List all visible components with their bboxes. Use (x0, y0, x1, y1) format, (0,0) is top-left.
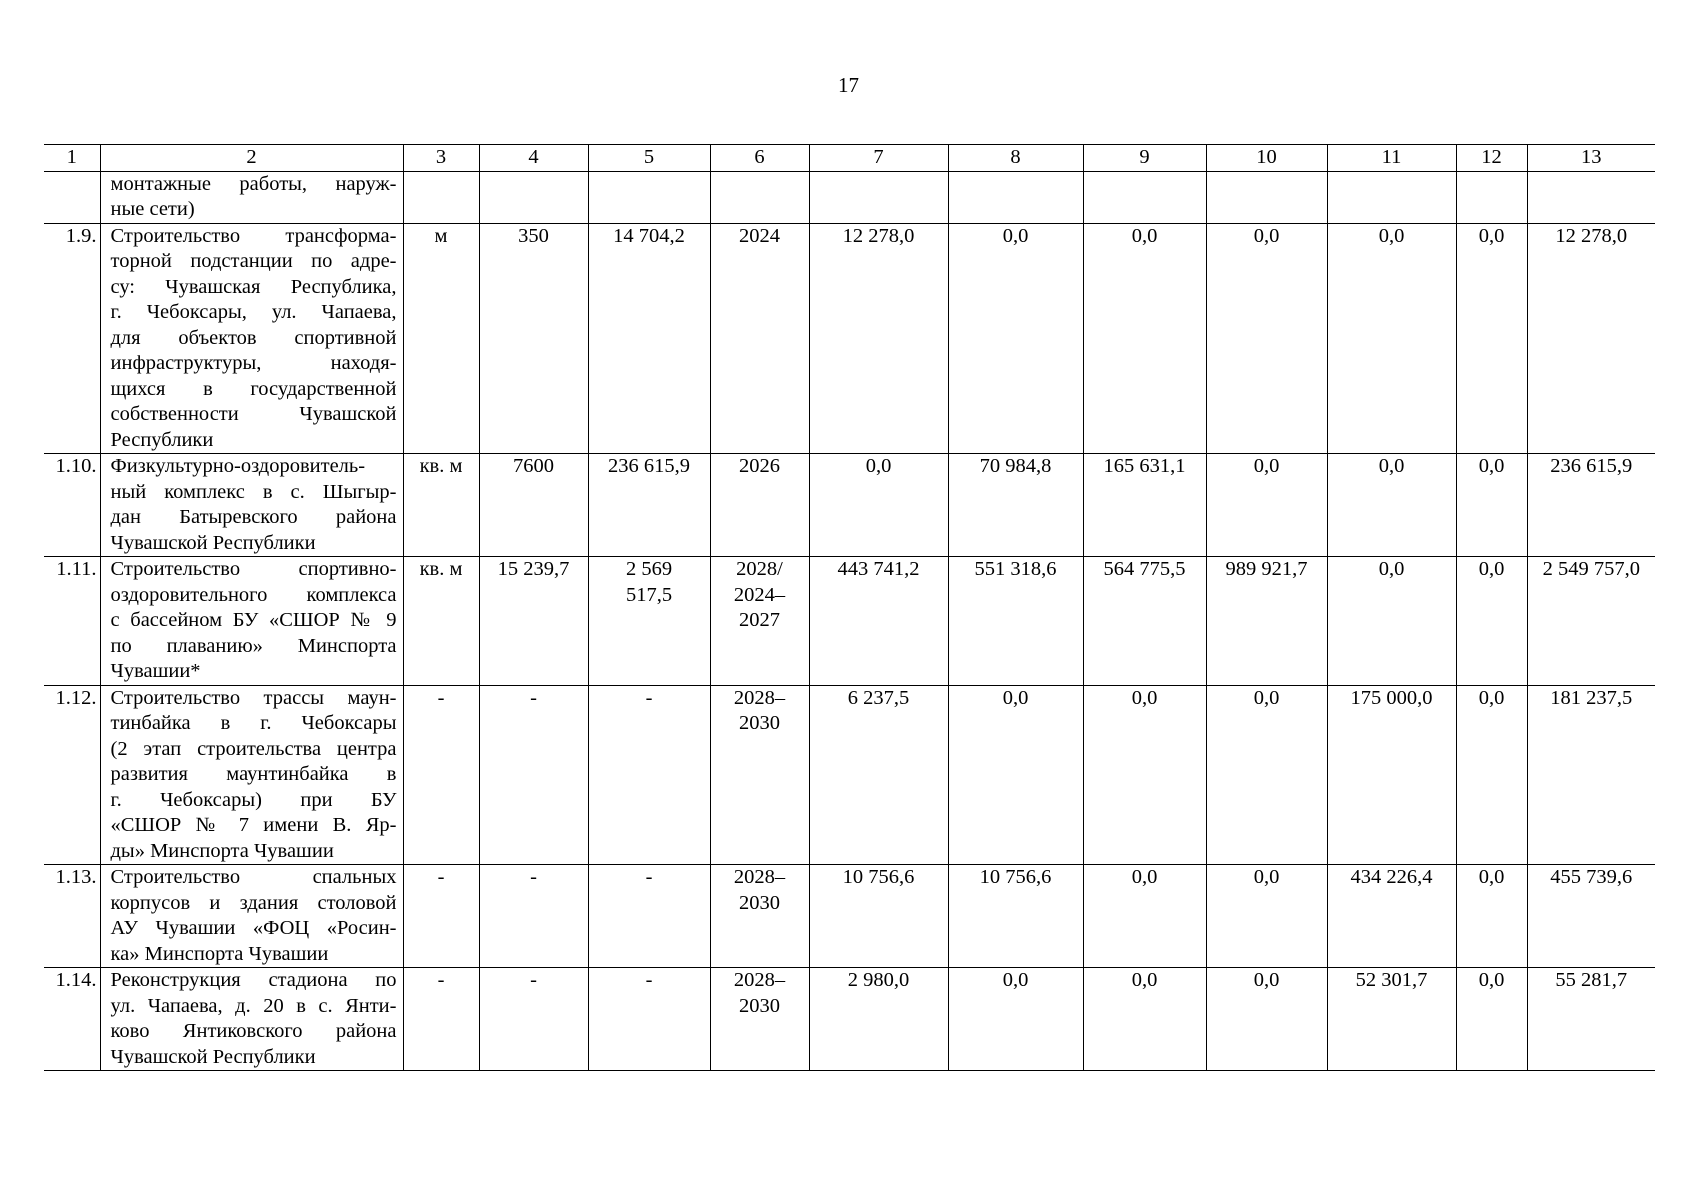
period-cell: 2026 (710, 454, 809, 557)
row-number: 1.13. (44, 865, 100, 968)
total-cell: 12 278,0 (1527, 223, 1655, 454)
table-row (44, 454, 1655, 557)
total-cell: 455 739,6 (1527, 865, 1655, 968)
capacity-cell: - (479, 685, 588, 865)
object-name (100, 223, 403, 454)
unit-cell: - (403, 968, 479, 1071)
value-cell: 0,0 (1327, 454, 1456, 557)
value-cell: 0,0 (1456, 223, 1527, 454)
object-name-line: Чувашской Республики (110, 531, 316, 554)
column-number: 6 (710, 145, 809, 172)
object-name-line: су: Чувашская Республика, (110, 275, 397, 298)
estimated-cost-cell (588, 171, 710, 223)
object-name (100, 454, 403, 557)
object-name-line: тинбайка в г. Чебоксары (110, 712, 397, 734)
total-cell: 2 549 757,0 (1527, 557, 1655, 686)
value-cell (1327, 171, 1456, 223)
object-name-line: ково Янтиковского района (110, 1020, 397, 1042)
value-cell: 165 631,1 (1083, 454, 1206, 557)
period-line: 2030 (739, 891, 780, 914)
capacity-cell: 350 (479, 223, 588, 454)
object-name-line: Физкультурно-оздоровитель- (110, 455, 366, 477)
value-cell: 0,0 (1456, 557, 1527, 686)
object-name-line: (2 этап строительства центра (110, 737, 397, 760)
table-row (44, 685, 1655, 865)
value-cell: 0,0 (948, 223, 1083, 454)
object-name-line: щихся в государственной (110, 377, 397, 400)
value-cell: 0,0 (1456, 454, 1527, 557)
estimated-cost-cell: - (588, 968, 710, 1071)
column-number: 13 (1527, 145, 1655, 172)
value-cell: 10 756,6 (948, 865, 1083, 968)
object-name-line: г. Чебоксары) при БУ (110, 788, 397, 811)
value-cell (1083, 171, 1206, 223)
column-number: 1 (44, 145, 100, 172)
table-row (44, 557, 1655, 686)
value-cell: 0,0 (1083, 865, 1206, 968)
period-line: 2028/ (736, 558, 783, 580)
column-number: 2 (100, 145, 403, 172)
object-name (100, 557, 403, 686)
column-number: 11 (1327, 145, 1456, 172)
row-number: 1.10. (44, 454, 100, 557)
value-cell: 0,0 (1206, 865, 1327, 968)
column-number: 9 (1083, 145, 1206, 172)
object-name-line: Строительство трассы маун- (110, 686, 397, 709)
value-cell: 10 756,6 (809, 865, 948, 968)
object-name-line: Строительство спортивно- (110, 558, 397, 580)
total-cell: 55 281,7 (1527, 968, 1655, 1071)
row-number: 1.12. (44, 685, 100, 865)
value-cell: 70 984,8 (948, 454, 1083, 557)
object-name-line: оздоровительного комплекса (110, 583, 397, 606)
value-cell: 12 278,0 (809, 223, 948, 454)
object-name-line: собственности Чувашской (110, 403, 397, 425)
object-name-line: инфраструктуры, находя- (110, 352, 397, 374)
value-cell: 2 980,0 (809, 968, 948, 1071)
object-name-line: развития маунтинбайка в (110, 763, 397, 785)
period-line: 2030 (739, 994, 780, 1017)
period-line: 2028– (733, 686, 786, 709)
value-cell: 0,0 (1206, 685, 1327, 865)
object-name-line: торной подстанции по адре- (110, 250, 397, 272)
period-cell (710, 865, 809, 968)
period-cell (710, 171, 809, 223)
total-cell: 181 237,5 (1527, 685, 1655, 865)
column-number: 12 (1456, 145, 1527, 172)
object-name-line: Чувашии* (110, 660, 201, 682)
value-cell: 6 237,5 (809, 685, 948, 865)
column-number: 3 (403, 145, 479, 172)
unit-cell: кв. м (403, 557, 479, 686)
estimated-cost-line: 2 569 (625, 558, 673, 580)
column-number: 4 (479, 145, 588, 172)
object-name-line: ул. Чапаева, д. 20 в с. Янти- (110, 994, 397, 1017)
capacity-cell: - (479, 968, 588, 1071)
column-number: 7 (809, 145, 948, 172)
value-cell: 0,0 (1206, 454, 1327, 557)
value-cell: 0,0 (1206, 968, 1327, 1071)
value-cell (948, 171, 1083, 223)
object-name-line: «СШОР № 7 имени В. Яр- (110, 814, 397, 836)
estimated-cost-cell: 236 615,9 (588, 454, 710, 557)
period-line: 2024– (733, 583, 786, 606)
object-name-line: Строительство трансформа- (110, 224, 397, 247)
column-number-row (44, 145, 1655, 172)
program-table (44, 144, 1655, 1071)
period-line: 2028– (733, 866, 786, 888)
column-number: 5 (588, 145, 710, 172)
value-cell: 0,0 (1206, 223, 1327, 454)
object-name-line: с бассейном БУ «СШОР № 9 (110, 609, 397, 631)
object-name-line: дан Батыревского района (110, 506, 397, 528)
value-cell: 0,0 (1327, 223, 1456, 454)
period-line: 2027 (739, 609, 780, 631)
value-cell: 0,0 (1083, 223, 1206, 454)
object-name (100, 171, 403, 223)
table-row (44, 171, 1655, 223)
object-name-line: по плаванию» Минспорта (110, 634, 397, 657)
object-name-line: корпусов и здания столовой (110, 891, 397, 914)
capacity-cell: 15 239,7 (479, 557, 588, 686)
unit-cell: кв. м (403, 454, 479, 557)
table-row (44, 968, 1655, 1071)
value-cell: 443 741,2 (809, 557, 948, 686)
value-cell: 175 000,0 (1327, 685, 1456, 865)
object-name-line: АУ Чувашии «ФОЦ «Росин- (110, 917, 397, 939)
total-cell (1527, 171, 1655, 223)
column-number: 10 (1206, 145, 1327, 172)
period-line: 2028– (733, 969, 786, 991)
capacity-cell (479, 171, 588, 223)
object-name-line: ка» Минспорта Чувашии (110, 942, 329, 965)
object-name-line: ды» Минспорта Чувашии (110, 839, 334, 862)
object-name (100, 865, 403, 968)
object-name (100, 685, 403, 865)
total-cell: 236 615,9 (1527, 454, 1655, 557)
value-cell: 0,0 (809, 454, 948, 557)
value-cell: 0,0 (948, 685, 1083, 865)
object-name-line: Республики (110, 428, 214, 451)
value-cell: 0,0 (1327, 557, 1456, 686)
object-name-line: ные сети) (110, 198, 195, 220)
row-number: 1.11. (44, 557, 100, 686)
object-name-line: Строительство спальных (110, 866, 397, 888)
capacity-cell: - (479, 865, 588, 968)
value-cell: 52 301,7 (1327, 968, 1456, 1071)
table-row (44, 223, 1655, 454)
object-name-line: монтажные работы, наруж- (110, 172, 397, 195)
estimated-cost-cell: - (588, 685, 710, 865)
object-name-line: Чувашской Республики (110, 1045, 316, 1068)
period-cell (710, 968, 809, 1071)
object-name-line: г. Чебоксары, ул. Чапаева, (110, 301, 397, 323)
value-cell: 0,0 (948, 968, 1083, 1071)
unit-cell: м (403, 223, 479, 454)
value-cell (809, 171, 948, 223)
value-cell: 0,0 (1456, 968, 1527, 1071)
capacity-cell: 7600 (479, 454, 588, 557)
value-cell: 989 921,7 (1206, 557, 1327, 686)
unit-cell (403, 171, 479, 223)
row-number (44, 171, 100, 223)
value-cell: 0,0 (1083, 968, 1206, 1071)
object-name-line: для объектов спортивной (110, 326, 397, 349)
row-number: 1.14. (44, 968, 100, 1071)
unit-cell: - (403, 865, 479, 968)
value-cell (1206, 171, 1327, 223)
period-cell (710, 685, 809, 865)
row-number: 1.9. (44, 223, 100, 454)
estimated-cost-cell: 14 704,2 (588, 223, 710, 454)
estimated-cost-cell: - (588, 865, 710, 968)
value-cell: 564 775,5 (1083, 557, 1206, 686)
object-name-line: ный комплекс в с. Шыгыр- (110, 480, 397, 503)
value-cell: 434 226,4 (1327, 865, 1456, 968)
value-cell: 0,0 (1456, 685, 1527, 865)
estimated-cost-cell (588, 557, 710, 686)
period-line: 2030 (739, 712, 780, 734)
period-cell: 2024 (710, 223, 809, 454)
page-number: 17 (838, 73, 859, 97)
object-name-line: Реконструкция стадиона по (110, 969, 397, 991)
value-cell: 551 318,6 (948, 557, 1083, 686)
value-cell: 0,0 (1456, 865, 1527, 968)
period-cell (710, 557, 809, 686)
column-number: 8 (948, 145, 1083, 172)
estimated-cost-line: 517,5 (625, 583, 673, 606)
value-cell: 0,0 (1083, 685, 1206, 865)
unit-cell: - (403, 685, 479, 865)
object-name (100, 968, 403, 1071)
value-cell (1456, 171, 1527, 223)
table-row (44, 865, 1655, 968)
